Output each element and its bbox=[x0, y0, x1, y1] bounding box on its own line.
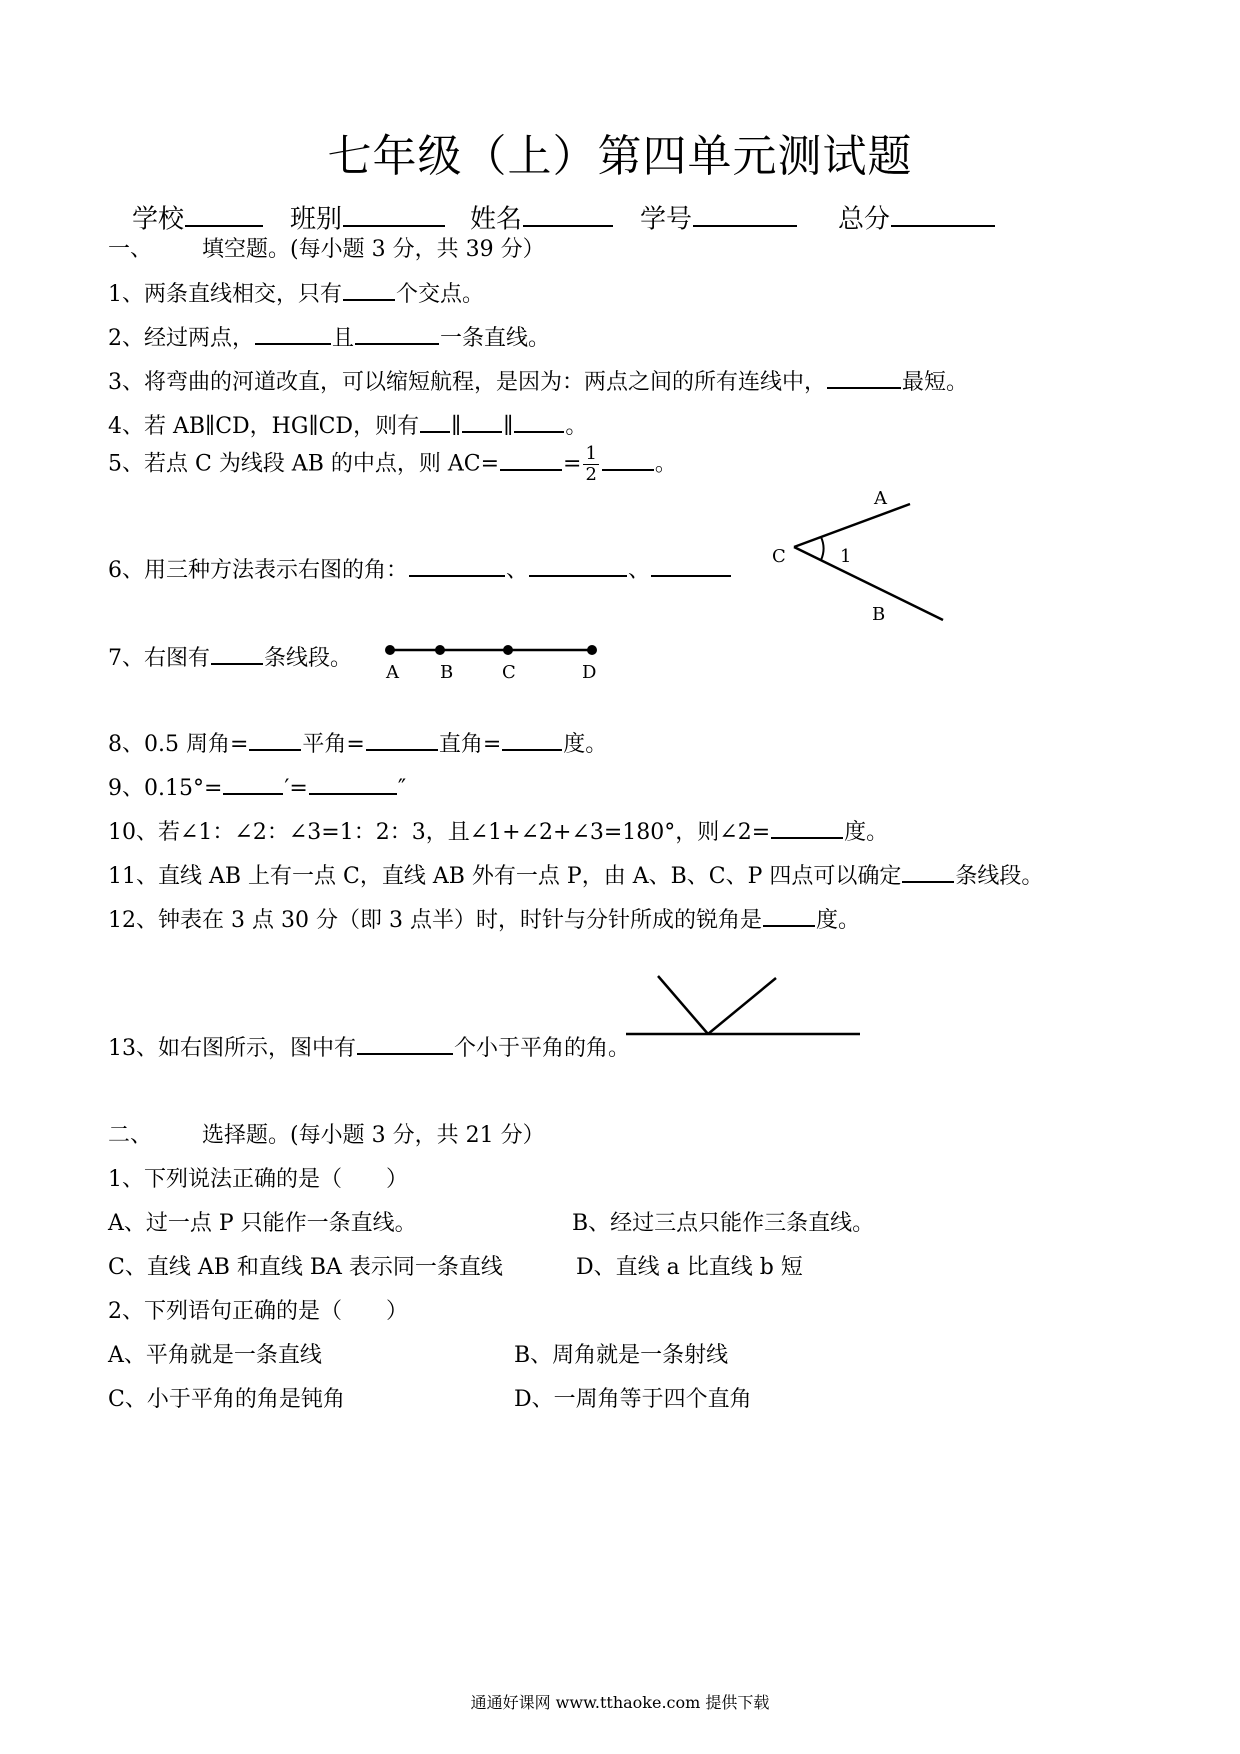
q6-blank-3 bbox=[651, 552, 731, 577]
q2-blank-2 bbox=[355, 320, 439, 345]
q8-text-d: 度。 bbox=[563, 732, 608, 758]
q7-blank bbox=[211, 640, 263, 665]
choice-q1-option-b: B、经过三点只能作三条直线。 bbox=[572, 1211, 875, 1236]
q4-blank-1 bbox=[420, 408, 450, 433]
choice-q1-option-d: D、直线 a 比直线 b 短 bbox=[576, 1255, 803, 1280]
point-d bbox=[587, 645, 597, 655]
point-a bbox=[385, 645, 395, 655]
right-ray bbox=[708, 978, 776, 1034]
q2-blank-1 bbox=[255, 320, 331, 345]
q1-text-b: 个交点。 bbox=[396, 282, 485, 308]
q8-blank-2 bbox=[366, 726, 438, 751]
q12-blank bbox=[763, 902, 815, 927]
fill-question-3 bbox=[108, 364, 968, 396]
q12-text-b: 度。 bbox=[815, 908, 860, 934]
q2-text-b: 且 bbox=[332, 326, 355, 352]
fill-question-8 bbox=[108, 726, 607, 758]
q10-text-a: 10、若∠1：∠2：∠3=1：2：3，且∠1+∠2+∠3=180°，则∠2= bbox=[108, 820, 771, 846]
choice-q2-option-d: D、一周角等于四个直角 bbox=[514, 1387, 752, 1412]
q8-blank-3 bbox=[502, 726, 562, 751]
label-b: B bbox=[872, 604, 886, 625]
number-field bbox=[640, 198, 798, 235]
total-field bbox=[838, 198, 996, 235]
q8-blank-1 bbox=[249, 726, 301, 751]
section1-number: 一、 bbox=[108, 237, 153, 262]
choice-q1-option-a: A、过一点 P 只能作一条直线。 bbox=[108, 1211, 417, 1236]
fill-question-12 bbox=[108, 902, 860, 934]
q4-blank-3 bbox=[514, 408, 564, 433]
class-blank bbox=[343, 198, 445, 227]
q7-text-b: 条线段。 bbox=[264, 646, 353, 672]
label-angle-1: 1 bbox=[840, 546, 852, 567]
left-ray bbox=[658, 976, 708, 1034]
page-title: 七年级（上）第四单元测试题 bbox=[327, 131, 913, 182]
name-blank bbox=[523, 198, 613, 227]
q7-text-a: 7、右图有 bbox=[108, 646, 210, 672]
q2-text-a: 2、经过两点， bbox=[108, 326, 254, 352]
choice-question-2-stem: 2、下列语句正确的是（ ） bbox=[108, 1299, 408, 1324]
fill-question-7 bbox=[108, 640, 352, 672]
q9-text-b: ′= bbox=[284, 776, 308, 802]
total-label: 总分 bbox=[838, 204, 891, 235]
q6-blank-1 bbox=[409, 552, 505, 577]
q1-blank bbox=[343, 276, 395, 301]
label-a: A bbox=[874, 488, 887, 509]
fill-question-13 bbox=[108, 1030, 630, 1062]
ray-cb bbox=[794, 547, 943, 620]
label-seg-b: B bbox=[440, 662, 454, 683]
footer-credit: 通通好课网 www.tthaoke.com 提供下载 bbox=[470, 1693, 770, 1712]
q5-text-c: 。 bbox=[654, 451, 677, 477]
q9-blank-1 bbox=[223, 770, 283, 795]
q2-text-c: 一条直线。 bbox=[440, 326, 551, 352]
q4-text-a: 4、若 AB∥CD，HG∥CD，则有 bbox=[108, 414, 420, 440]
fill-question-1 bbox=[108, 276, 484, 308]
section1-title: 填空题。(每小题 3 分，共 39 分） bbox=[202, 237, 545, 262]
class-label: 班别 bbox=[290, 204, 343, 235]
fill-question-9 bbox=[108, 770, 406, 802]
label-c: C bbox=[772, 546, 786, 567]
ray-ca bbox=[794, 504, 910, 547]
fraction-denominator: 2 bbox=[585, 464, 597, 485]
q3-blank bbox=[827, 364, 901, 389]
q1-text-a: 1、两条直线相交，只有 bbox=[108, 282, 342, 308]
fill-question-11 bbox=[108, 858, 1043, 890]
number-label: 学号 bbox=[640, 204, 693, 235]
section1-heading bbox=[108, 232, 545, 263]
fill-question-6 bbox=[108, 552, 732, 584]
q12-text-a: 12、钟表在 3 点 30 分（即 3 点半）时，时针与分针所成的锐角是 bbox=[108, 908, 762, 934]
q11-text-a: 11、直线 AB 上有一点 C，直线 AB 外有一点 P，由 A、B、C、P 四点可以确定 bbox=[108, 864, 902, 890]
label-seg-c: C bbox=[502, 662, 516, 683]
angle-arc bbox=[821, 537, 823, 560]
q5-blank-1 bbox=[500, 445, 562, 470]
fill-question-2 bbox=[108, 320, 550, 352]
point-c bbox=[503, 645, 513, 655]
choice-q1-option-c: C、直线 AB 和直线 BA 表示同一条直线 bbox=[108, 1255, 503, 1280]
number-blank bbox=[693, 198, 797, 227]
section2-heading bbox=[108, 1118, 545, 1149]
school-field bbox=[132, 198, 264, 235]
q11-text-b: 条线段。 bbox=[955, 864, 1044, 890]
q11-blank bbox=[902, 858, 954, 883]
q13-text-a: 13、如右图所示，图中有 bbox=[108, 1036, 356, 1062]
section2-title: 选择题。(每小题 3 分，共 21 分） bbox=[202, 1123, 545, 1148]
q9-text-c: ″ bbox=[397, 776, 407, 802]
class-field bbox=[290, 198, 446, 235]
q3-text-b: 最短。 bbox=[902, 370, 969, 396]
q6-text-b: 、 bbox=[506, 558, 529, 584]
q4-text-d: 。 bbox=[565, 414, 588, 440]
one-half-fraction bbox=[583, 444, 598, 485]
segment-figure bbox=[376, 634, 616, 684]
choice-q2-option-a: A、平角就是一条直线 bbox=[108, 1343, 322, 1368]
q8-text-c: 直角= bbox=[438, 732, 502, 758]
point-b bbox=[435, 645, 445, 655]
choice-q2-option-c: C、小于平角的角是钝角 bbox=[108, 1387, 345, 1412]
q9-blank-2 bbox=[309, 770, 397, 795]
school-blank bbox=[185, 198, 263, 227]
label-seg-d: D bbox=[582, 662, 597, 683]
section2-number: 二、 bbox=[108, 1123, 153, 1148]
q5-text-a: 5、若点 C 为线段 AB 的中点，则 AC= bbox=[108, 451, 500, 477]
angles-figure bbox=[620, 970, 870, 1040]
fill-question-4 bbox=[108, 408, 587, 440]
q5-blank-2 bbox=[602, 445, 654, 470]
q13-text-b: 个小于平角的角。 bbox=[454, 1036, 631, 1062]
q10-blank bbox=[771, 814, 843, 839]
q6-text-c: 、 bbox=[628, 558, 651, 584]
choice-question-1-stem: 1、下列说法正确的是（ ） bbox=[108, 1167, 408, 1192]
q10-text-b: 度。 bbox=[844, 820, 889, 846]
q9-text-a: 9、0.15°= bbox=[108, 776, 223, 802]
q5-text-b: = bbox=[563, 451, 582, 477]
q3-text-a: 3、将弯曲的河道改直，可以缩短航程，是因为：两点之间的所有连线中， bbox=[108, 370, 826, 396]
q4-blank-2 bbox=[462, 408, 502, 433]
label-seg-a: A bbox=[386, 662, 399, 683]
fill-question-10 bbox=[108, 814, 888, 846]
q8-text-a: 8、0.5 周角= bbox=[108, 732, 249, 758]
q6-text-a: 6、用三种方法表示右图的角： bbox=[108, 558, 408, 584]
q4-text-b: ∥ bbox=[451, 414, 462, 440]
angle-figure bbox=[760, 480, 960, 630]
fill-question-5 bbox=[108, 444, 677, 485]
q6-blank-2 bbox=[529, 552, 627, 577]
q4-text-c: ∥ bbox=[503, 414, 514, 440]
school-label: 学校 bbox=[132, 204, 185, 235]
choice-q2-option-b: B、周角就是一条射线 bbox=[514, 1343, 729, 1368]
total-blank bbox=[891, 198, 995, 227]
name-field bbox=[470, 198, 614, 235]
name-label: 姓名 bbox=[470, 204, 523, 235]
q8-text-b: 平角= bbox=[302, 732, 365, 758]
fraction-numerator: 1 bbox=[585, 443, 597, 464]
q13-blank bbox=[357, 1030, 453, 1055]
